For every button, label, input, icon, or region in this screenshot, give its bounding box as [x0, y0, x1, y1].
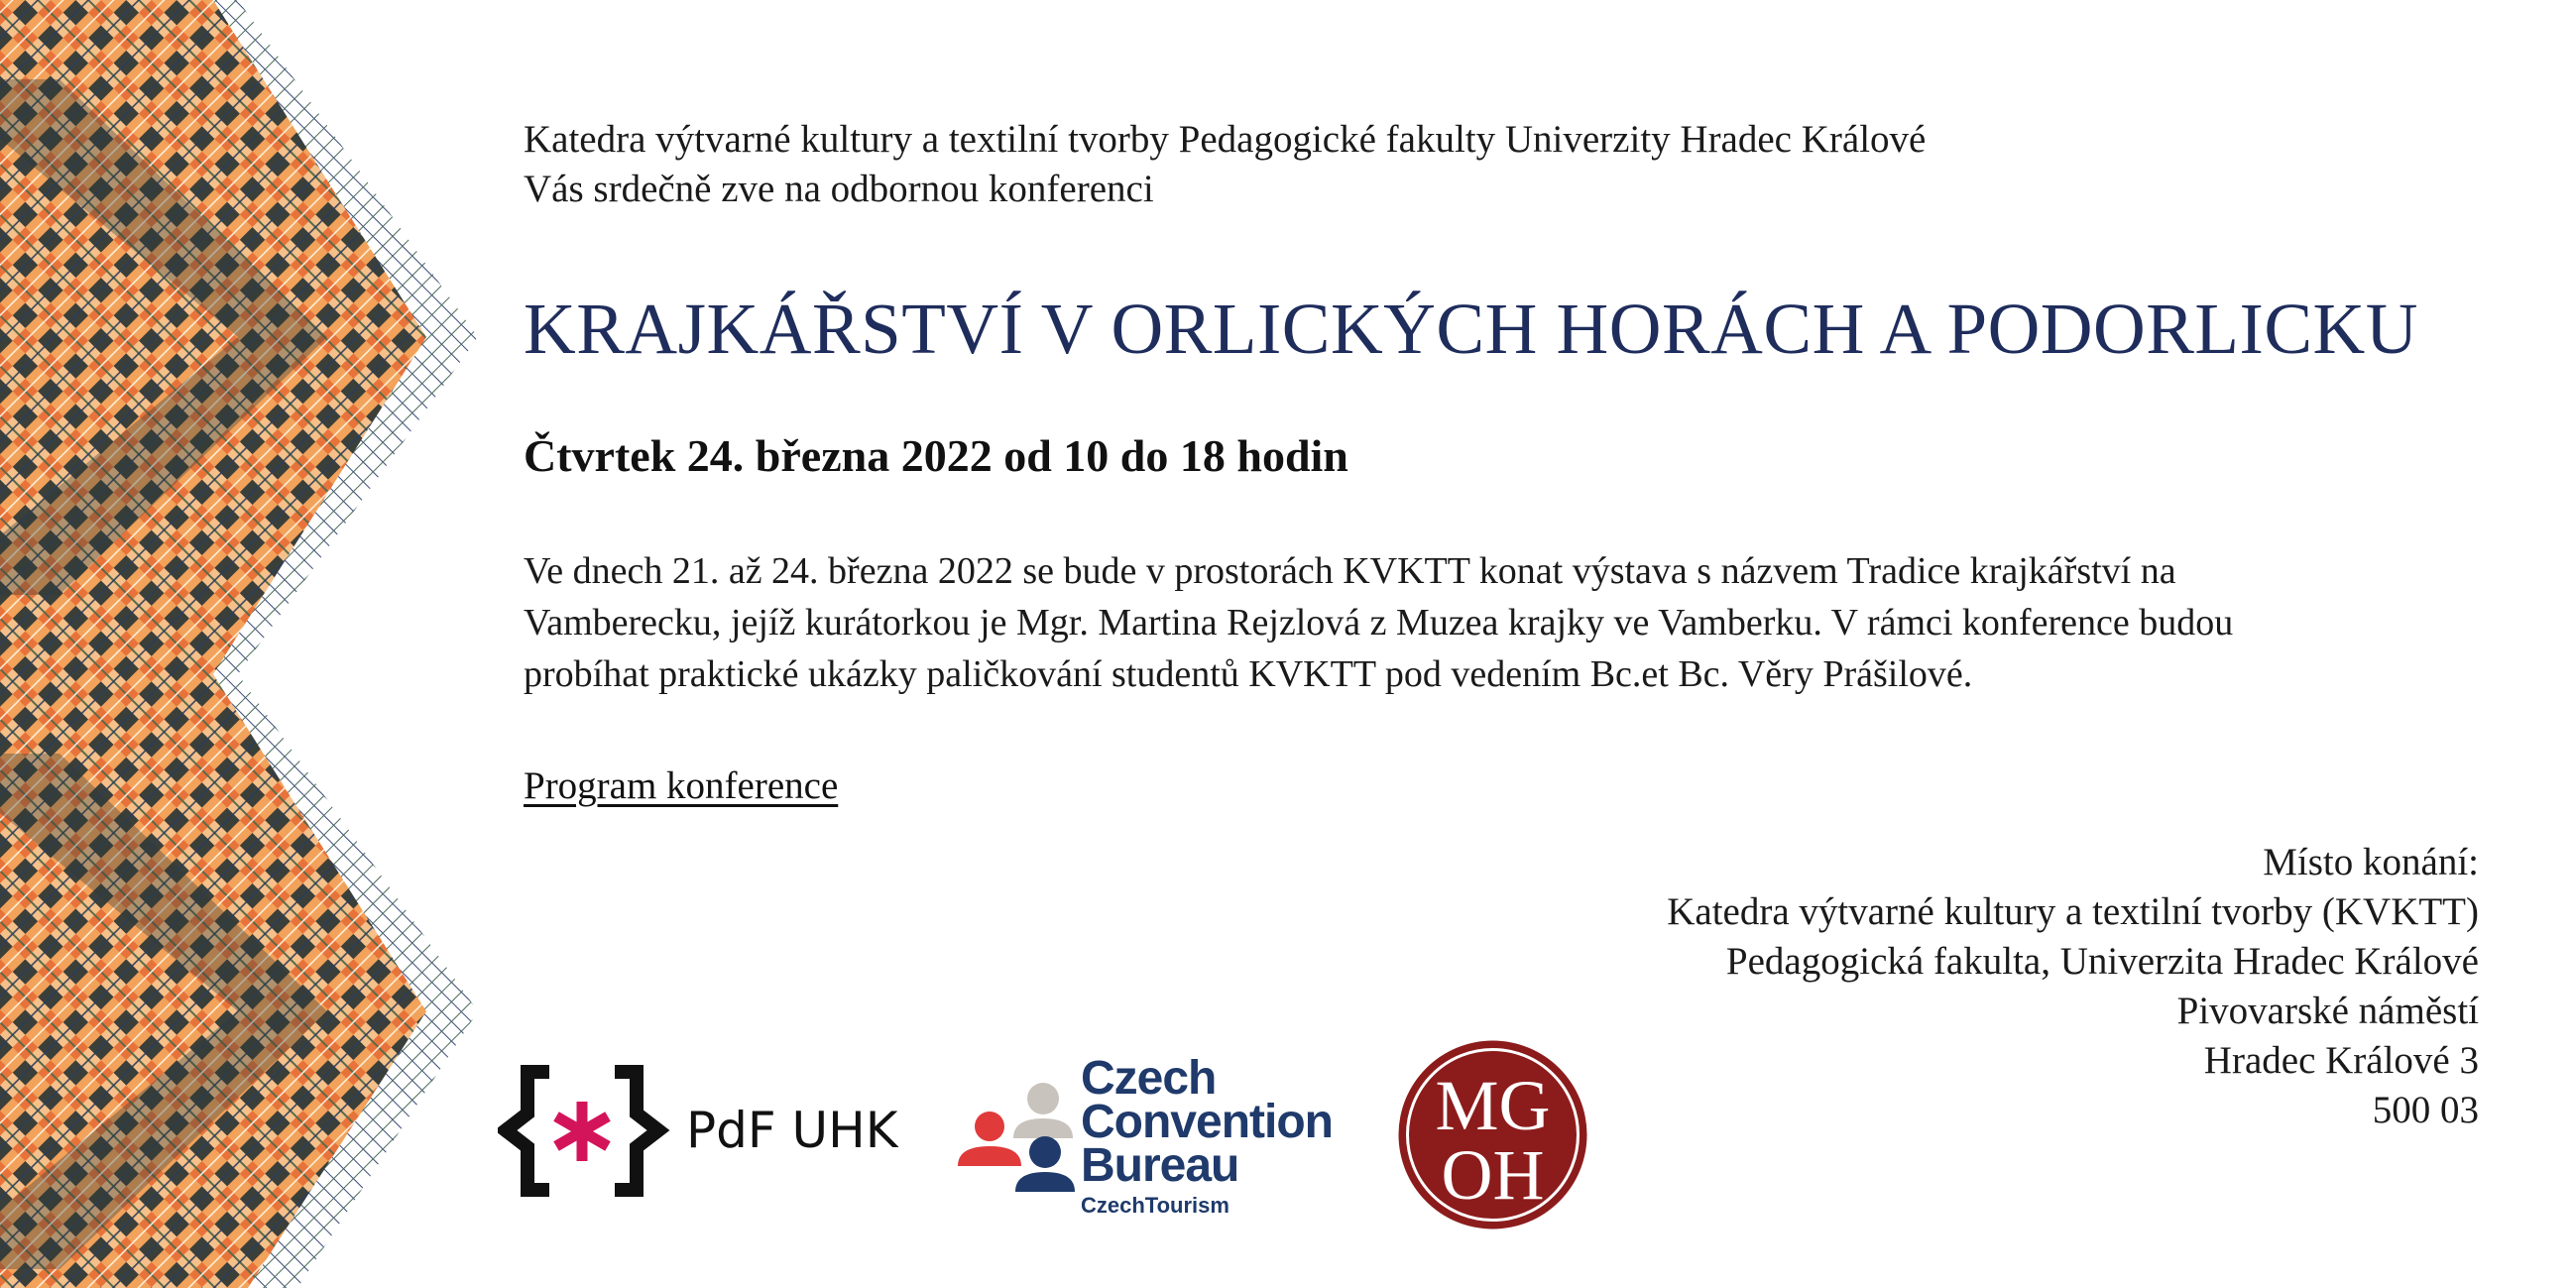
ccb-line-3: Bureau — [1081, 1139, 1239, 1192]
conference-date: Čtvrtek 24. března 2022 od 10 do 18 hodin — [524, 430, 1348, 481]
czech-convention-bureau-logo — [1081, 1052, 1333, 1220]
ccb-subtitle: CzechTourism — [1081, 1193, 1229, 1218]
intro-line-1: Katedra výtvarné kultury a textilní tvorby Pedagogické fakulty Univerzity Hradec Králové — [524, 118, 1927, 161]
ccb-line-1: Czech — [1081, 1052, 1217, 1105]
pdf-uhk-logo-text: PdF UHK — [686, 1102, 898, 1159]
venue-line-3: Pivovarské náměstí — [2176, 990, 2479, 1032]
venue-line-2: Pedagogická fakulta, Univerzita Hradec Králové — [1725, 940, 2479, 983]
venue-line-1: Katedra výtvarné kultury a textilní tvorby (KVKTT) — [1667, 890, 2479, 933]
mgoh-top-text: MG — [1435, 1066, 1551, 1145]
description-line-1: Ve dnech 21. až 24. března 2022 se bude v prostorách KVKTT konat výstava s názvem Tradice krajkářství na — [524, 550, 2176, 592]
venue-heading: Místo konání: — [2263, 841, 2479, 883]
mgoh-bottom-text: OH — [1441, 1135, 1545, 1215]
description-line-3: probíhat praktické ukázky paličkování studentů KVKTT pod vedením Bc.et Bc. Věry Prášilové. — [524, 653, 1973, 695]
program-link[interactable]: Program konference — [524, 764, 839, 807]
venue-line-5: 500 03 — [2372, 1089, 2479, 1131]
venue-block — [1667, 838, 2479, 1135]
conference-description — [524, 545, 2457, 700]
conference-title: KRAJKÁŘSTVÍ V ORLICKÝCH HORÁCH A PODORLICKU — [524, 289, 2418, 369]
ccb-line-2: Convention — [1081, 1096, 1333, 1148]
description-line-2: Vamberecku, jejíž kurátorkou je Mgr. Martina Rejzlová z Muzea krajky ve Vamberku. V rámci konference budou — [524, 602, 2234, 644]
mgoh-seal-logo — [1396, 1038, 1589, 1231]
intro-text — [524, 115, 1926, 214]
venue-line-4: Hradec Králové 3 — [2203, 1039, 2479, 1082]
lace-pattern-decoration — [0, 0, 476, 1288]
intro-line-2: Vás srdečně zve na odbornou konferenci — [524, 168, 1154, 210]
